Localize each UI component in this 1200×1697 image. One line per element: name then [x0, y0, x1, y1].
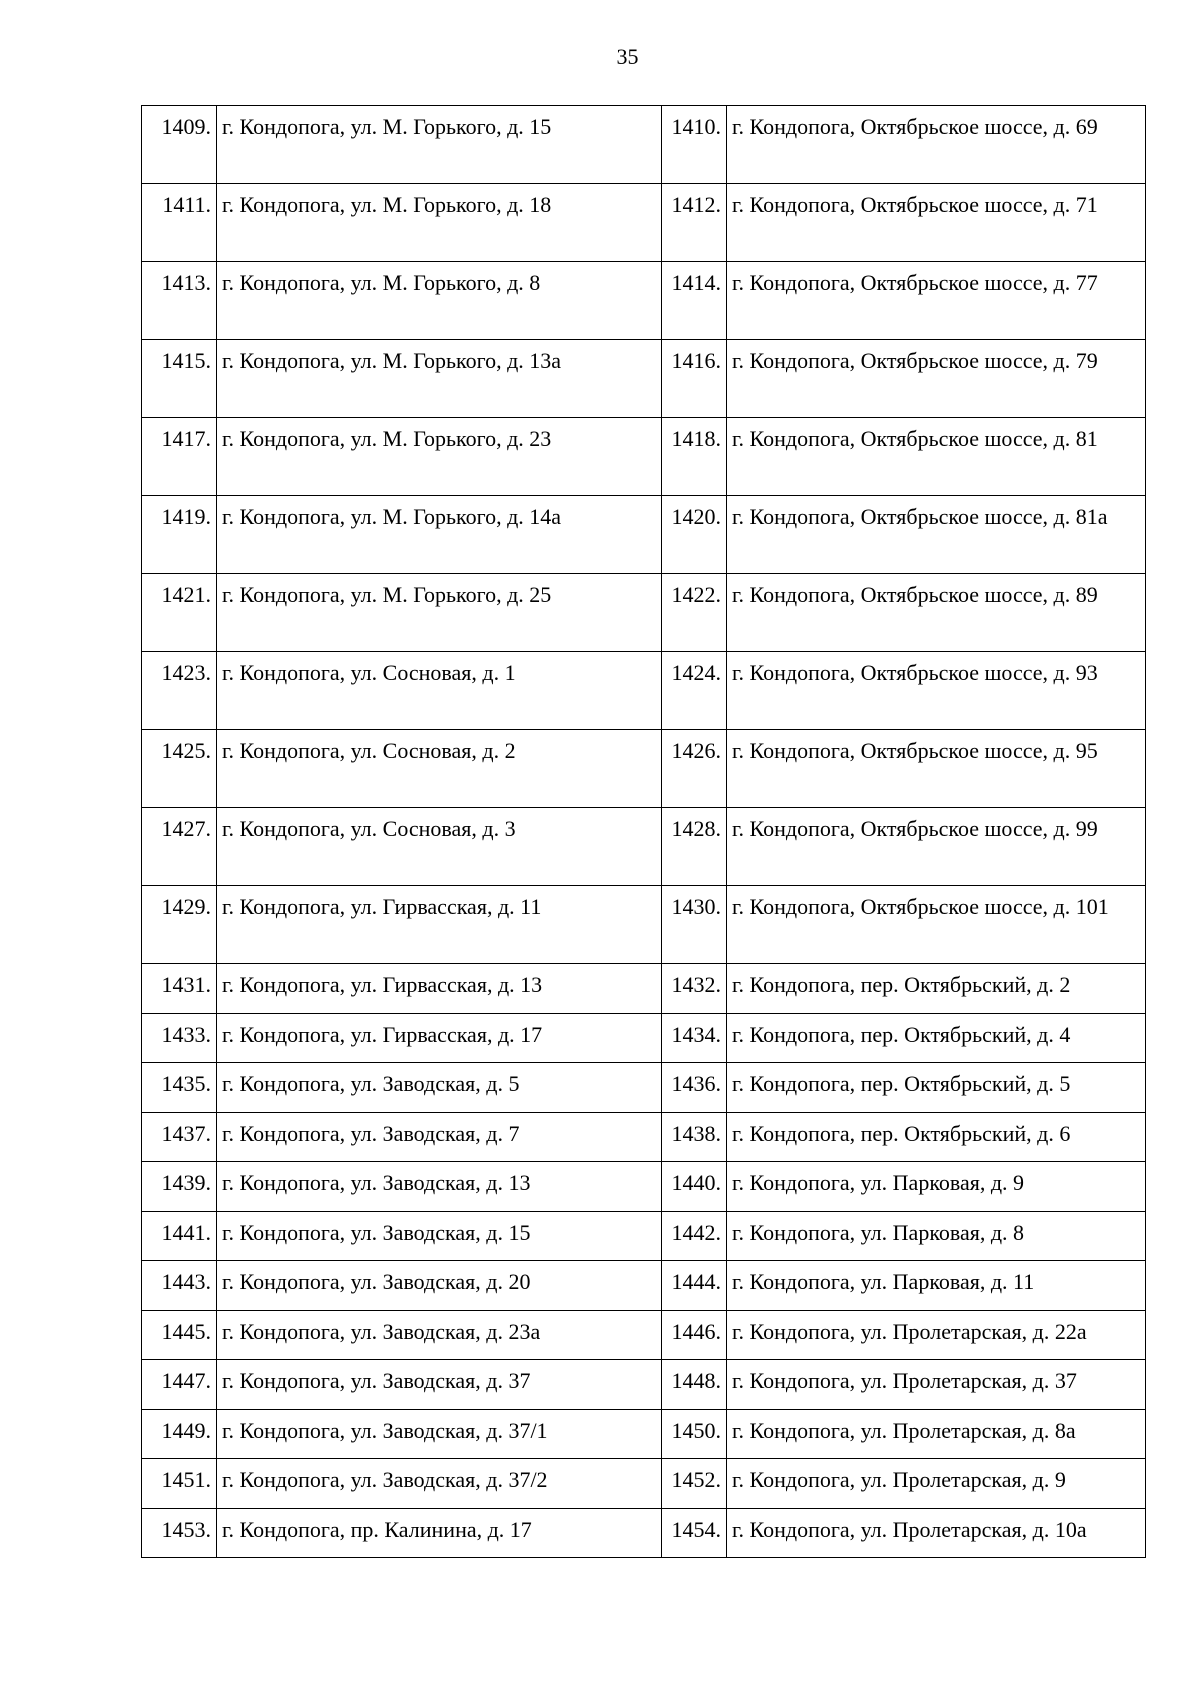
right-entry-address: г. Кондопога, пер. Октябрьский, д. 5: [727, 1063, 1146, 1113]
left-entry-address: г. Кондопога, ул. М. Горького, д. 14а: [217, 496, 662, 574]
table-row: [142, 340, 1146, 418]
left-entry-address: г. Кондопога, ул. М. Горького, д. 18: [217, 184, 662, 262]
table-row: [142, 886, 1146, 964]
left-entry-number: 1439.: [142, 1162, 217, 1212]
left-entry-number: 1443.: [142, 1261, 217, 1311]
table-row: [142, 1211, 1146, 1261]
left-entry-address: г. Кондопога, ул. Заводская, д. 15: [217, 1211, 662, 1261]
right-entry-address: г. Кондопога, ул. Пролетарская, д. 9: [727, 1459, 1146, 1509]
left-entry-number: 1449.: [142, 1409, 217, 1459]
left-entry-number: 1437.: [142, 1112, 217, 1162]
right-entry-number: 1428.: [662, 808, 727, 886]
left-entry-address: г. Кондопога, ул. Заводская, д. 23а: [217, 1310, 662, 1360]
right-entry-number: 1420.: [662, 496, 727, 574]
left-entry-address: г. Кондопога, пр. Калинина, д. 17: [217, 1508, 662, 1558]
address-table-body: [142, 106, 1146, 1558]
right-entry-address: г. Кондопога, Октябрьское шоссе, д. 69: [727, 106, 1146, 184]
right-entry-number: 1452.: [662, 1459, 727, 1509]
right-entry-number: 1410.: [662, 106, 727, 184]
page-number: 35: [616, 44, 639, 69]
left-entry-address: г. Кондопога, ул. Сосновая, д. 2: [217, 730, 662, 808]
table-row: [142, 1112, 1146, 1162]
left-entry-address: г. Кондопога, ул. М. Горького, д. 13а: [217, 340, 662, 418]
left-entry-number: 1425.: [142, 730, 217, 808]
left-entry-address: г. Кондопога, ул. Заводская, д. 37/2: [217, 1459, 662, 1509]
table-row: [142, 1508, 1146, 1558]
table-row: [142, 652, 1146, 730]
right-entry-number: 1436.: [662, 1063, 727, 1113]
right-entry-number: 1440.: [662, 1162, 727, 1212]
right-entry-address: г. Кондопога, ул. Парковая, д. 11: [727, 1261, 1146, 1311]
table-row: [142, 1459, 1146, 1509]
left-entry-number: 1453.: [142, 1508, 217, 1558]
left-entry-address: г. Кондопога, ул. Гирвасская, д. 11: [217, 886, 662, 964]
table-row: [142, 106, 1146, 184]
right-entry-number: 1442.: [662, 1211, 727, 1261]
table-row: [142, 1261, 1146, 1311]
right-entry-address: г. Кондопога, Октябрьское шоссе, д. 93: [727, 652, 1146, 730]
left-entry-number: 1415.: [142, 340, 217, 418]
right-entry-address: г. Кондопога, ул. Парковая, д. 9: [727, 1162, 1146, 1212]
table-row: [142, 1310, 1146, 1360]
right-entry-address: г. Кондопога, Октябрьское шоссе, д. 101: [727, 886, 1146, 964]
table-row: [142, 730, 1146, 808]
left-entry-number: 1421.: [142, 574, 217, 652]
left-entry-address: г. Кондопога, ул. Заводская, д. 20: [217, 1261, 662, 1311]
left-entry-number: 1417.: [142, 418, 217, 496]
left-entry-number: 1431.: [142, 964, 217, 1014]
left-entry-number: 1423.: [142, 652, 217, 730]
right-entry-address: г. Кондопога, ул. Пролетарская, д. 22а: [727, 1310, 1146, 1360]
left-entry-number: 1445.: [142, 1310, 217, 1360]
right-entry-address: г. Кондопога, ул. Пролетарская, д. 37: [727, 1360, 1146, 1410]
right-entry-number: 1418.: [662, 418, 727, 496]
table-row: [142, 1409, 1146, 1459]
left-entry-address: г. Кондопога, ул. М. Горького, д. 25: [217, 574, 662, 652]
table-row: [142, 184, 1146, 262]
right-entry-number: 1438.: [662, 1112, 727, 1162]
right-entry-address: г. Кондопога, Октябрьское шоссе, д. 99: [727, 808, 1146, 886]
left-entry-number: 1429.: [142, 886, 217, 964]
right-entry-address: г. Кондопога, Октябрьское шоссе, д. 95: [727, 730, 1146, 808]
table-row: [142, 1162, 1146, 1212]
table-row: [142, 262, 1146, 340]
right-entry-address: г. Кондопога, пер. Октябрьский, д. 4: [727, 1013, 1146, 1063]
right-entry-address: г. Кондопога, ул. Пролетарская, д. 10а: [727, 1508, 1146, 1558]
table-row: [142, 1063, 1146, 1113]
right-entry-address: г. Кондопога, Октябрьское шоссе, д. 81: [727, 418, 1146, 496]
left-entry-number: 1413.: [142, 262, 217, 340]
right-entry-number: 1412.: [662, 184, 727, 262]
left-entry-address: г. Кондопога, ул. Заводская, д. 13: [217, 1162, 662, 1212]
left-entry-address: г. Кондопога, ул. М. Горького, д. 23: [217, 418, 662, 496]
left-entry-address: г. Кондопога, ул. Гирвасская, д. 13: [217, 964, 662, 1014]
right-entry-address: г. Кондопога, Октябрьское шоссе, д. 79: [727, 340, 1146, 418]
table-row: [142, 1013, 1146, 1063]
left-entry-number: 1419.: [142, 496, 217, 574]
left-entry-number: 1411.: [142, 184, 217, 262]
right-entry-number: 1448.: [662, 1360, 727, 1410]
left-entry-address: г. Кондопога, ул. Сосновая, д. 1: [217, 652, 662, 730]
left-entry-address: г. Кондопога, ул. Сосновая, д. 3: [217, 808, 662, 886]
left-entry-address: г. Кондопога, ул. М. Горького, д. 8: [217, 262, 662, 340]
left-entry-address: г. Кондопога, ул. Заводская, д. 37: [217, 1360, 662, 1410]
left-entry-number: 1441.: [142, 1211, 217, 1261]
left-entry-address: г. Кондопога, ул. Заводская, д. 37/1: [217, 1409, 662, 1459]
right-entry-address: г. Кондопога, пер. Октябрьский, д. 2: [727, 964, 1146, 1014]
left-entry-number: 1435.: [142, 1063, 217, 1113]
address-table: [141, 105, 1146, 1558]
right-entry-address: г. Кондопога, Октябрьское шоссе, д. 89: [727, 574, 1146, 652]
right-entry-number: 1422.: [662, 574, 727, 652]
right-entry-number: 1434.: [662, 1013, 727, 1063]
right-entry-number: 1426.: [662, 730, 727, 808]
left-entry-number: 1447.: [142, 1360, 217, 1410]
right-entry-address: г. Кондопога, Октябрьское шоссе, д. 77: [727, 262, 1146, 340]
right-entry-number: 1446.: [662, 1310, 727, 1360]
right-entry-number: 1444.: [662, 1261, 727, 1311]
right-entry-number: 1430.: [662, 886, 727, 964]
left-entry-number: 1409.: [142, 106, 217, 184]
right-entry-number: 1450.: [662, 1409, 727, 1459]
right-entry-number: 1432.: [662, 964, 727, 1014]
table-row: [142, 574, 1146, 652]
right-entry-number: 1454.: [662, 1508, 727, 1558]
right-entry-number: 1416.: [662, 340, 727, 418]
left-entry-address: г. Кондопога, ул. Заводская, д. 7: [217, 1112, 662, 1162]
right-entry-number: 1414.: [662, 262, 727, 340]
left-entry-number: 1427.: [142, 808, 217, 886]
table-row: [142, 418, 1146, 496]
right-entry-address: г. Кондопога, ул. Парковая, д. 8: [727, 1211, 1146, 1261]
left-entry-address: г. Кондопога, ул. М. Горького, д. 15: [217, 106, 662, 184]
left-entry-number: 1451.: [142, 1459, 217, 1509]
right-entry-address: г. Кондопога, пер. Октябрьский, д. 6: [727, 1112, 1146, 1162]
right-entry-address: г. Кондопога, Октябрьское шоссе, д. 81а: [727, 496, 1146, 574]
right-entry-address: г. Кондопога, ул. Пролетарская, д. 8а: [727, 1409, 1146, 1459]
right-entry-number: 1424.: [662, 652, 727, 730]
table-row: [142, 964, 1146, 1014]
right-entry-address: г. Кондопога, Октябрьское шоссе, д. 71: [727, 184, 1146, 262]
left-entry-address: г. Кондопога, ул. Заводская, д. 5: [217, 1063, 662, 1113]
table-row: [142, 808, 1146, 886]
table-row: [142, 1360, 1146, 1410]
left-entry-address: г. Кондопога, ул. Гирвасская, д. 17: [217, 1013, 662, 1063]
table-row: [142, 496, 1146, 574]
left-entry-number: 1433.: [142, 1013, 217, 1063]
